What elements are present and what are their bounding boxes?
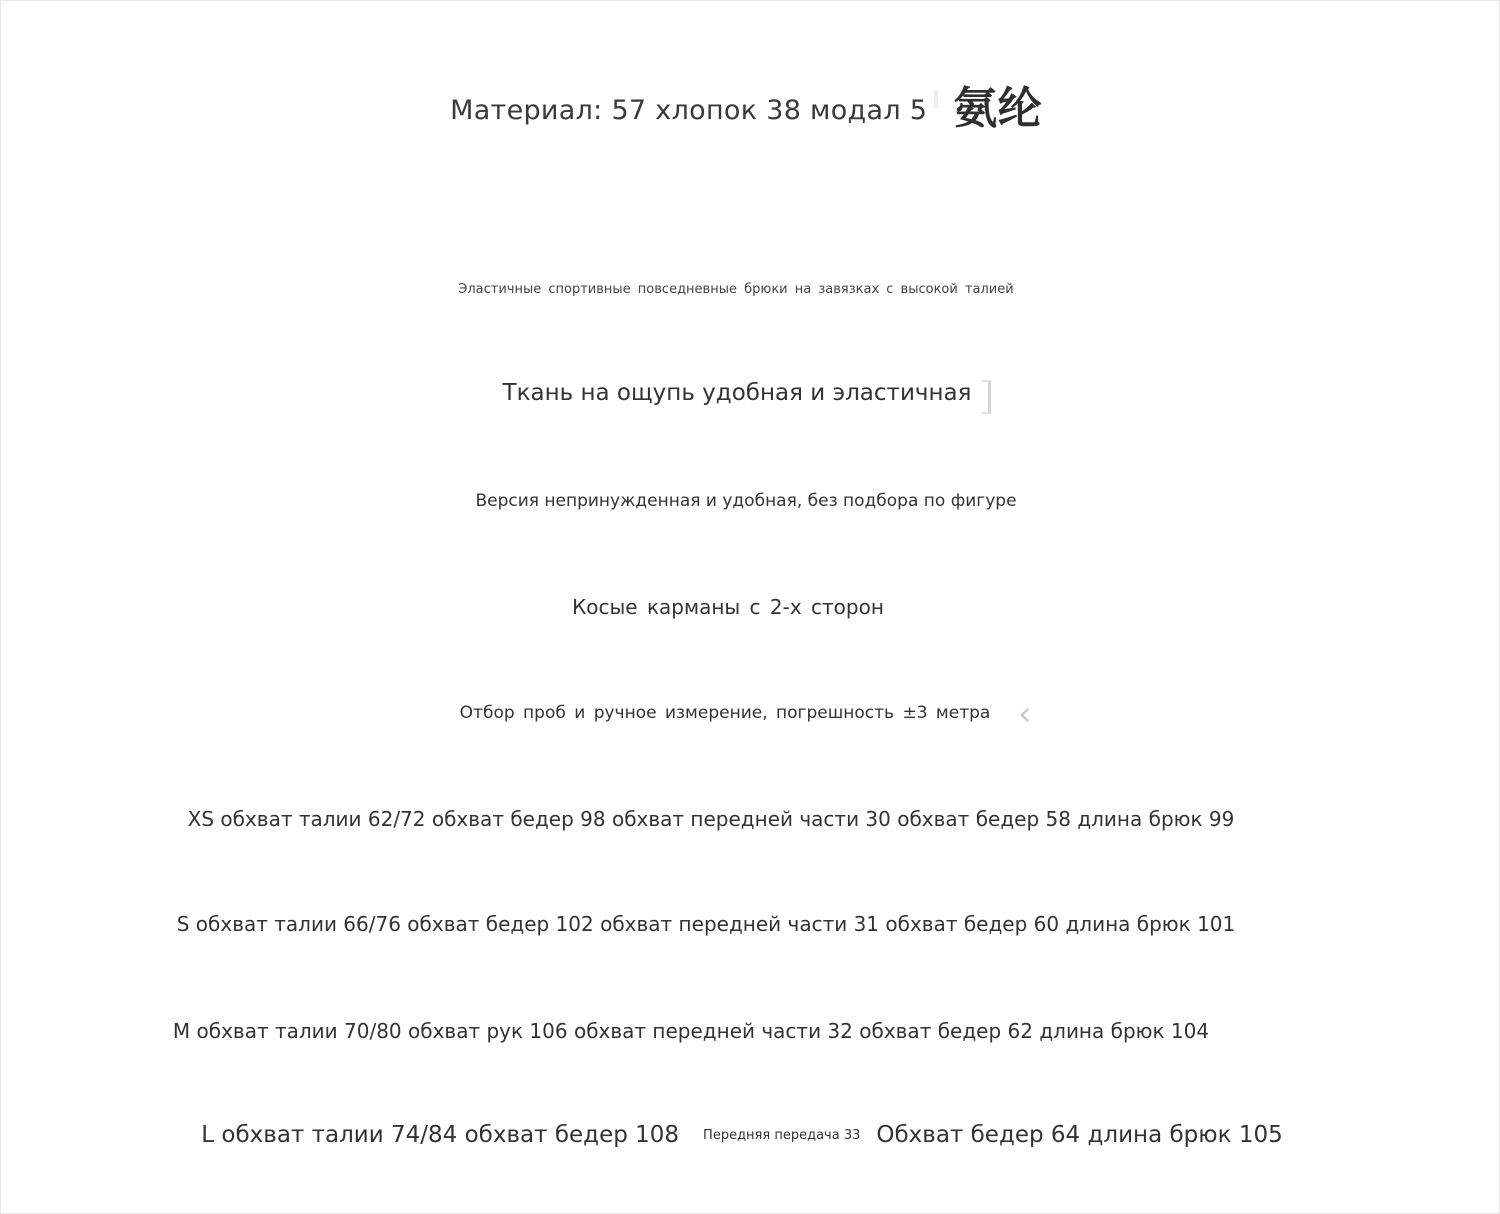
size-l-part3: Обхват бедер 64 длина брюк 105 xyxy=(876,1122,1283,1148)
size-row-l xyxy=(201,1122,1282,1148)
bracket-mark-icon xyxy=(982,380,991,414)
material-cjk-text: 氨纶 xyxy=(953,83,1042,134)
feature-pockets: Косые карманы с 2-х сторон xyxy=(572,595,884,619)
scan-artifact-mark xyxy=(934,90,938,108)
feature-measurement: Отбор проб и ручное измерение, погрешность ±3 метра xyxy=(459,703,991,723)
size-l-part2: Передняя передача 33 xyxy=(703,1128,861,1143)
material-title xyxy=(450,72,1042,136)
size-row-s: S обхват талии 66/76 обхват бедер 102 обхват передней части 31 обхват бедер 60 длина брюк 101 xyxy=(176,912,1236,936)
feature-fabric: Ткань на ощупь удобная и эластичная xyxy=(502,380,972,406)
material-text: Материал: 57 хлопок 38 модал 5 xyxy=(450,95,928,126)
feature-fit: Версия непринужденная и удобная, без подбора по фигуре xyxy=(475,491,1017,511)
angle-mark-icon: ‹ xyxy=(1018,694,1032,734)
size-row-m: M обхват талии 70/80 обхват рук 106 обхват передней части 32 обхват бедер 62 длина брюк 104 xyxy=(172,1019,1210,1043)
size-l-part1: L обхват талии 74/84 обхват бедер 108 xyxy=(201,1122,680,1148)
product-subtitle: Эластичные спортивные повседневные брюки на завязках с высокой талией xyxy=(458,282,1014,297)
size-row-xs: XS обхват талии 62/72 обхват бедер 98 обхват передней части 30 обхват бедер 58 длина брюк 99 xyxy=(187,807,1235,831)
